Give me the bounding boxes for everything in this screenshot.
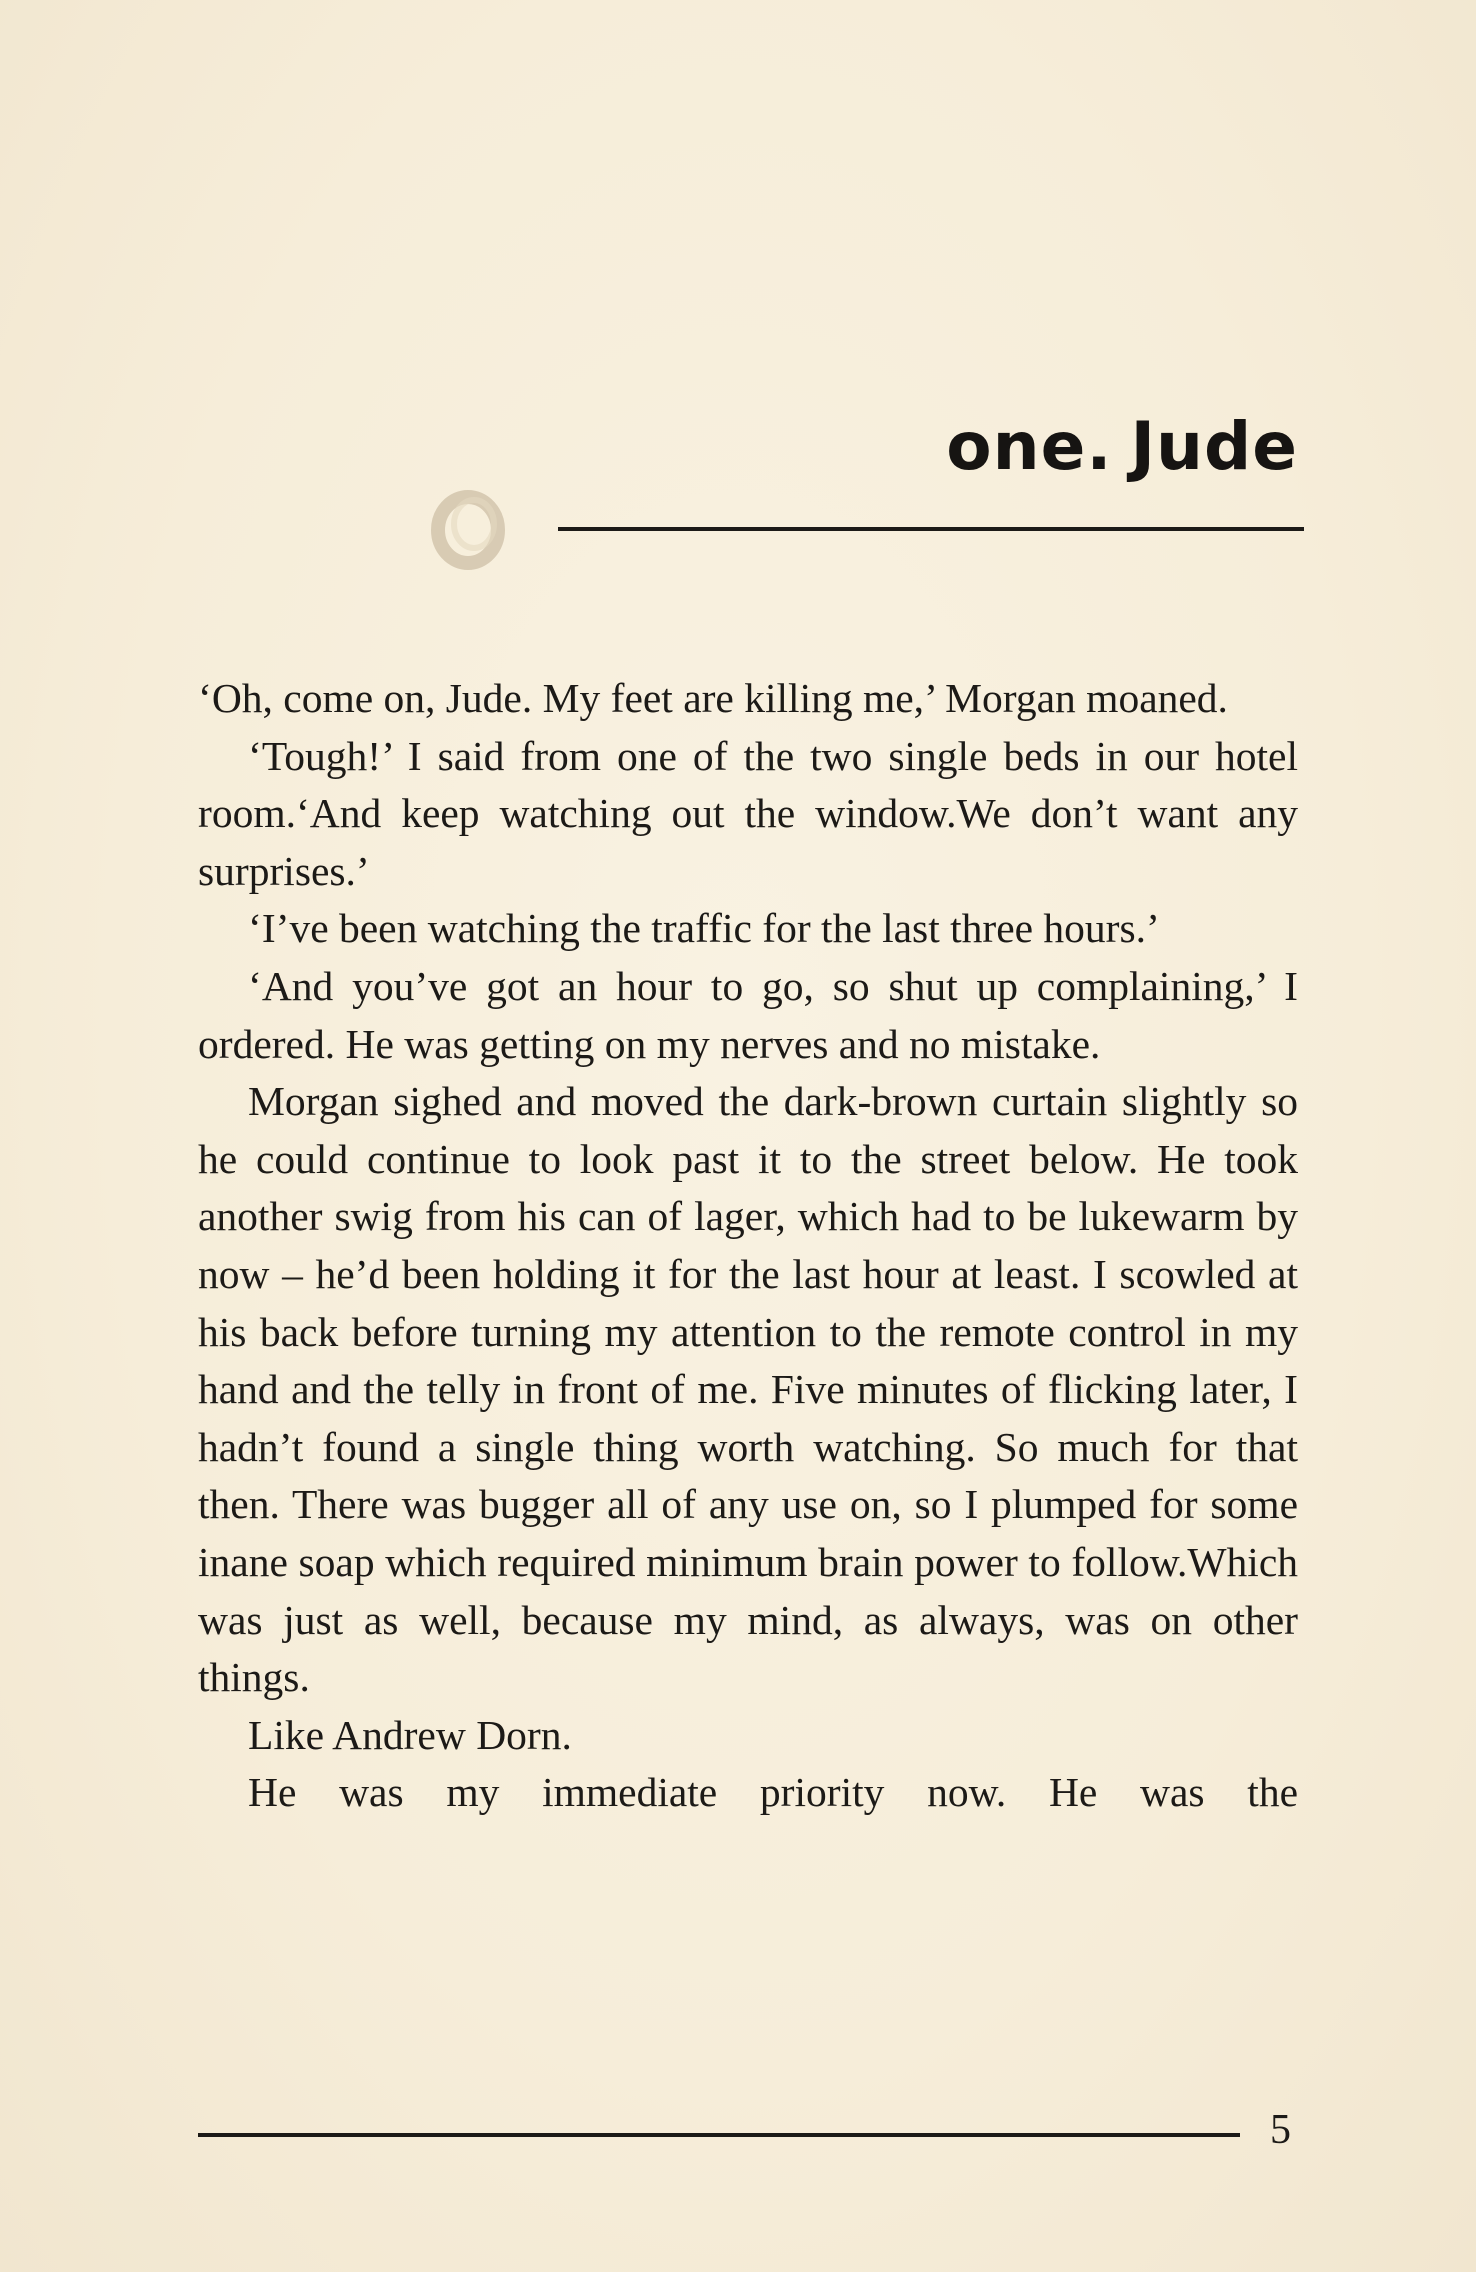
chapter-title: [946, 408, 1298, 485]
paragraph: ‘Tough!’ I said from one of the two single beds in our hotel room.‘And keep watching out the window.We don’t want any surprises.’: [198, 732, 1298, 894]
paragraph: Like Andrew Dorn.: [248, 1711, 572, 1758]
footer-rule: [198, 2133, 1240, 2137]
paragraph: ‘I’ve been watching the traffic for the last three hours.’: [248, 905, 1160, 952]
chapter-ornament-icon: [420, 480, 516, 576]
paragraph: He was my immediate priority now. He was the: [248, 1769, 1298, 1816]
paragraph: ‘And you’ve got an hour to go, so shut up complaining,’ I ordered. He was getting on my nerves and no mistake.: [198, 962, 1298, 1067]
chapter-body: [198, 670, 1298, 1822]
chapter-heading-rule: [558, 527, 1304, 531]
paragraph: ‘Oh, come on, Jude. My feet are killing me,’ Morgan moaned.: [198, 675, 1228, 721]
page-number: 5: [1270, 2107, 1291, 2153]
paragraph: Morgan sighed and moved the dark-brown curtain slightly so he could continue to look past it to the street below. He took another swig from his can of lager, which had to be lukewarm by now – he’d been holding it for the last hour at least. I scowled at his back before turning my attention to the remote control in my hand and the telly in front of me. Five minutes of flicking later, I hadn’t found a single thing worth watching. So much for that then. There was bugger all of any use on, so I plumped for some inane soap which required minimum brain power to follow.Which was just as well, because my mind, as always, was on other things.: [198, 1078, 1298, 1701]
chapter-name: Jude: [1130, 408, 1298, 485]
chapter-number: one.: [946, 408, 1113, 485]
